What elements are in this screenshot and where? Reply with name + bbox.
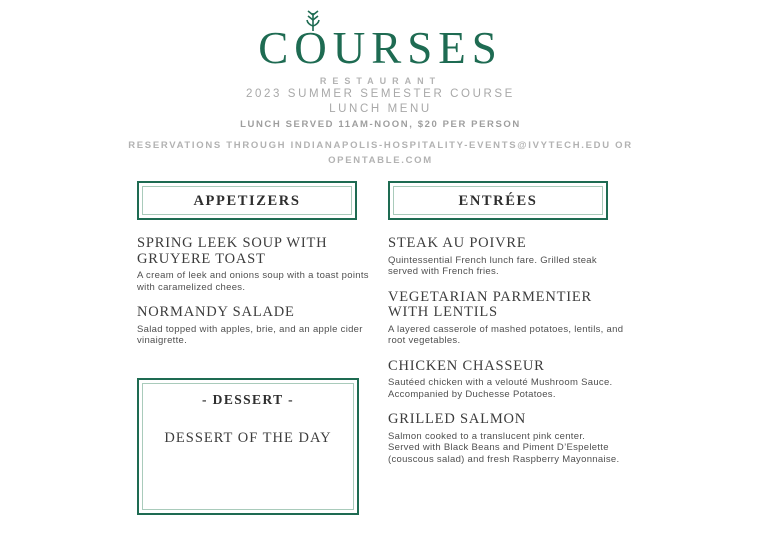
logo-letter-o (294, 23, 333, 73)
dessert-title: - DESSERT - (202, 391, 294, 407)
item-description: A layered casserole of mashed potatoes, lentils, and root vegetables. (388, 323, 624, 346)
entrees-items (388, 236, 628, 465)
menu-item-steak-au-poivre (388, 236, 628, 278)
menu-item-chicken-chasseur (388, 359, 628, 401)
menu-item-vegetarian-parmentier (388, 290, 628, 347)
item-name: VEGETARIAN PARMENTIER WITH LENTILS (388, 288, 593, 320)
reservations-note: RESERVATIONS THROUGH INDIANAPOLIS-HOSPITALITY-EVENTS@IVYTECH.EDU OR OPENTABLE.COM (128, 140, 633, 166)
brand-header (0, 10, 761, 86)
appetizers-header-inner (142, 186, 352, 215)
dessert-item: DESSERT OF THE DAY (164, 429, 332, 446)
item-name: NORMANDY SALADE (137, 304, 295, 320)
item-name: CHICKEN CHASSEUR (388, 357, 545, 374)
item-description: A cream of leek and onions soup with a toast points with caramelized chees. (137, 270, 369, 293)
item-name: SPRING LEEK SOUP WITH GRUYERE TOAST (137, 235, 328, 267)
logo-text-o: O (294, 23, 333, 73)
dessert-box-inner (142, 383, 354, 510)
subtitle-semester: 2023 SUMMER SEMESTER COURSE (246, 88, 515, 100)
appetizers-title: APPETIZERS (193, 193, 301, 209)
menu-item-grilled-salmon (388, 412, 628, 465)
entrees-header-inner (393, 186, 603, 215)
appetizers-items (137, 236, 372, 347)
appetizers-header-box (137, 181, 357, 220)
entrees-header-box (388, 181, 608, 220)
subtitle-hours-price: LUNCH SERVED 11AM-NOON, $20 PER PERSON (240, 119, 521, 130)
brand-tagline: RESTAURANT (319, 76, 442, 86)
item-name: STEAK AU POIVRE (388, 235, 527, 251)
menu-subtitle (0, 87, 761, 130)
entrees-title: ENTRÉES (458, 193, 538, 209)
logo-text-post: URSES (332, 23, 503, 73)
menu-item-normandy-salade (137, 305, 372, 347)
menu-item-spring-leek-soup (137, 236, 372, 293)
logo (0, 10, 761, 71)
logo-text-pre: C (258, 23, 295, 73)
item-name: GRILLED SALMON (388, 411, 527, 427)
dessert-box (137, 378, 359, 515)
subtitle-menu-type: LUNCH MENU (329, 102, 432, 115)
appetizers-column (137, 181, 372, 515)
item-description: Salmon cooked to a translucent pink center. Served with Black Beans and Piment D’Espelette (couscous salad) and fresh Raspberry Mayonnaise. (388, 430, 620, 465)
item-description: Salad topped with apples, brie, and an apple cider vinaigrette. (137, 323, 363, 346)
item-description: Sautéed chicken with a velouté Mushroom Sauce. Accompanied by Duchesse Potatoes. (388, 377, 613, 400)
sprout-icon (305, 9, 321, 31)
item-description: Quintessential French lunch fare. Grilled steak served with French fries. (388, 254, 597, 277)
entrees-column (388, 181, 628, 477)
